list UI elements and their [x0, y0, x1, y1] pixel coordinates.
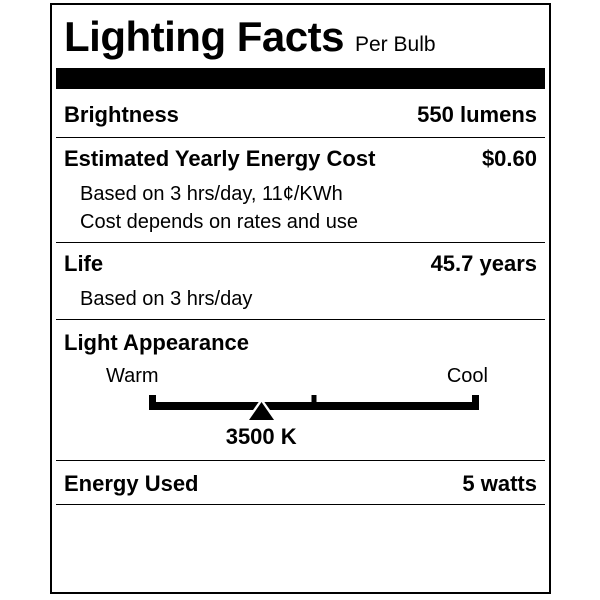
energy-cost-row: [64, 146, 537, 172]
energy-used-row: [56, 461, 545, 505]
scale-bar-line: [149, 402, 479, 410]
temperature-value: 3500 K: [225, 424, 297, 449]
life-note-basis: Based on 3 hrs/day: [80, 288, 253, 310]
brightness-value: 550 lumens: [417, 102, 537, 127]
energy-cost-note-disclaimer: Cost depends on rates and use: [80, 211, 358, 233]
warm-label: Warm: [106, 365, 159, 387]
temperature-scale-bar: [149, 395, 479, 410]
temperature-marker: [226, 398, 297, 450]
life-value: 45.7 years: [430, 251, 537, 276]
energy-cost-notes: [64, 180, 537, 236]
temperature-scale: [149, 395, 479, 455]
energy-used-value: 5 watts: [462, 471, 537, 496]
life-label: Life: [64, 251, 104, 276]
energy-cost-value: $0.60: [481, 146, 537, 171]
light-appearance-section: [56, 320, 545, 461]
light-appearance-label: Light Appearance: [64, 330, 249, 355]
life-row: [64, 251, 537, 277]
lighting-facts-label: [50, 3, 551, 594]
energy-used-label: Energy Used: [64, 471, 199, 496]
header-divider-bar: [56, 68, 545, 89]
cool-label: Cool: [446, 365, 488, 387]
brightness-row: [56, 89, 545, 138]
temperature-endpoint-labels: [64, 364, 537, 388]
light-appearance-heading-row: [64, 330, 537, 356]
life-section: [56, 243, 545, 320]
energy-cost-label: Estimated Yearly Energy Cost: [64, 146, 376, 171]
energy-cost-section: [56, 138, 545, 243]
label-title: Lighting Facts: [64, 13, 344, 60]
brightness-label: Brightness: [64, 102, 179, 127]
marker-triangle-icon: [243, 398, 279, 422]
label-header: [56, 5, 545, 68]
energy-cost-note-basis: Based on 3 hrs/day, 11¢/KWh: [80, 183, 343, 205]
life-notes: [64, 285, 537, 313]
per-unit-text: Per Bulb: [355, 33, 436, 56]
